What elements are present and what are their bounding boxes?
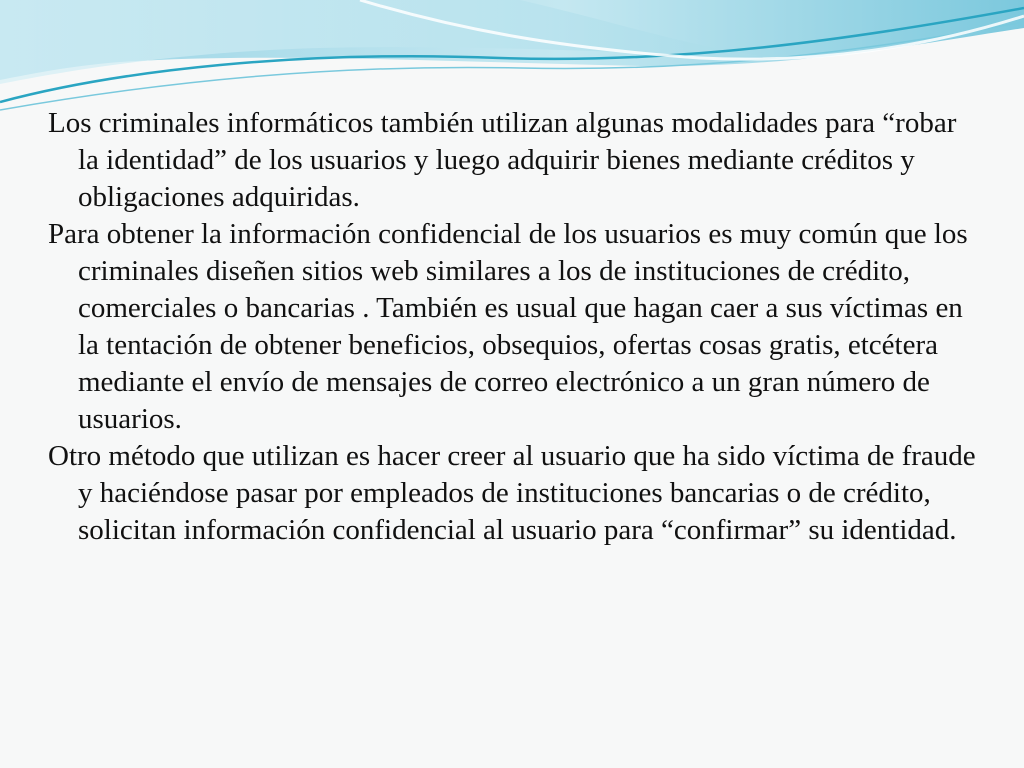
paragraph-identity-theft: Los criminales informáticos también utilizan algunas modalidades para “robar la identidad” de los usuarios y luego adquirir bienes mediante créditos y obligaciones adquiridas. [48,107,957,213]
slide-body-text [48,105,978,549]
paragraph-fraud-impersonation: Otro método que utilizan es hacer creer al usuario que ha sido víctima de fraude y haciéndose pasar por empleados de instituciones bancarias o de crédito, solicitan información confidencial al usuario para “confirmar” su identidad. [48,440,976,546]
paragraph-fake-websites: Para obtener la información confidencial de los usuarios es muy común que los criminales diseñen sitios web similares a los de instituciones de crédito, comerciales o bancarias . También es usual que hagan caer a sus víctimas en la tentación de obtener beneficios, obsequios, ofertas cosas gratis, etcétera mediante el envío de mensajes de correo electrónico a un gran número de usuarios. [48,218,968,435]
wave-header-decoration [0,0,1024,120]
